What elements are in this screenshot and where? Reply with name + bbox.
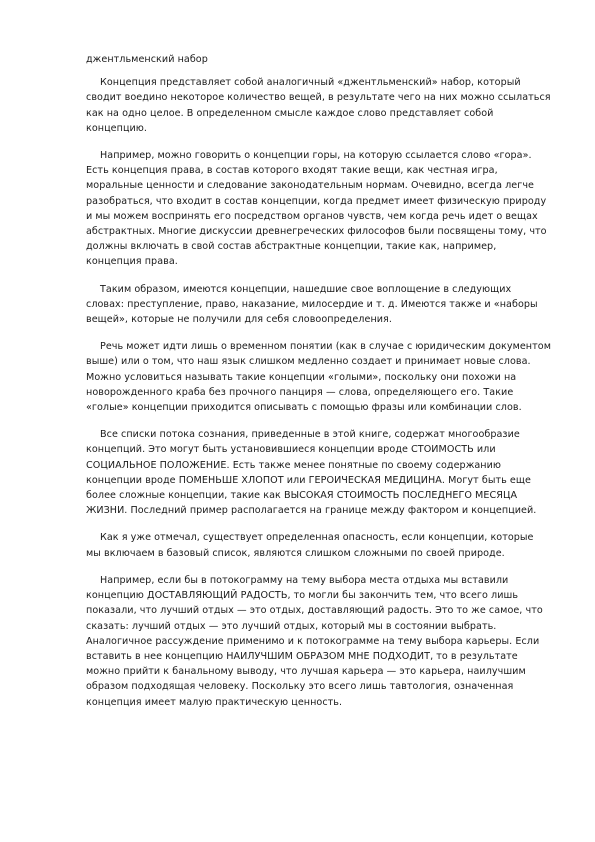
paragraph-2: Например, можно говорить о концепции горы, на которую ссылается слово «гора». Есть концепция права, в состав которого входят такие вещи, как честная игра, моральные ценности и следование законодательным нормам. Очевидно, всегда легче разобраться, что входит в состав концепции, когда предмет имеет физическую природу и мы можем воспринять его посредством органов чувств, чем когда речь идет о вещах абстрактных. Многие дискуссии древнегреческих философов были посвящены тому, что должны включать в свой состав абстрактные концепции, такие как, например, концепция права. xyxy=(86,150,547,268)
paragraph-3: Таким образом, имеются концепции, нашедшие свое воплощение в следующих словах: преступление, право, наказание, милосердие и т. д. Имеются также и «наборы вещей», которые не получили для себя словоопределения. xyxy=(86,283,538,326)
paragraph-1: Концепция представляет собой аналогичный «джентльменский» набор, который сводит воедино некоторое количество вещей, в результате чего на них можно ссылаться как на одно целое. В определенном смысле каждое слово представляет собой концепцию. xyxy=(86,77,551,134)
document-body xyxy=(86,52,551,722)
paragraph-4: Речь может идти лишь о временном понятии (как в случае с юридическим документом выше) или о том, что наш язык слишком медленно создает и принимает новые слова. Можно условиться называть такие концепции «голыми», поскольку они похожи на новорожденного краба без прочного панциря — слова, определяющего его. Такие «голые» концепции приходится описывать с помощью фразы или комбинации слов. xyxy=(86,341,551,414)
paragraph-7: Например, если бы в потокограмму на тему выбора места отдыха мы вставили концепцию ДОСТАВЛЯЮЩИЙ РАДОСТЬ, то могли бы закончить тем, что всего лишь показали, что лучший отдых — это отдых, доставляющий радость. Это то же самое, что сказать: лучший отдых — это лучший отдых, который мы в состоянии выбрать. Аналогичное рассуждение применимо и к потокограмме на тему выбора карьеры. Если вставить в нее концепцию НАИЛУЧШИМ ОБРАЗОМ МНЕ ПОДХОДИТ, то в результате можно прийти к банальному выводу, что лучшая карьера — это карьера, наилучшим образом подходящая человеку. Поскольку это всего лишь тавтология, означенная концепция имеет малую практическую ценность. xyxy=(86,574,543,708)
document-title: джентльменский набор xyxy=(86,54,208,65)
paragraph-5: Все списки потока сознания, приведенные в этой книге, содержат многообразие концепций. Это могут быть установившиеся концепции вроде СТОИМОСТЬ или СОЦИАЛЬНОЕ ПОЛОЖЕНИЕ. Есть также менее понятные по своему содержанию концепции вроде ПОМЕНЬШЕ ХЛОПОТ или ГЕРОИЧЕСКАЯ МЕДИЦИНА. Могут быть еще более сложные концепции, такие как ВЫСОКАЯ СТОИМОСТЬ ПОСЛЕДНЕГО МЕСЯЦА ЖИЗНИ. Последний пример располагается на границе между фактором и концепцией. xyxy=(86,429,537,517)
paragraph-6: Как я уже отмечал, существует определенная опасность, если концепции, которые мы включаем в базовый список, являются слишком сложными по своей природе. xyxy=(86,532,534,559)
